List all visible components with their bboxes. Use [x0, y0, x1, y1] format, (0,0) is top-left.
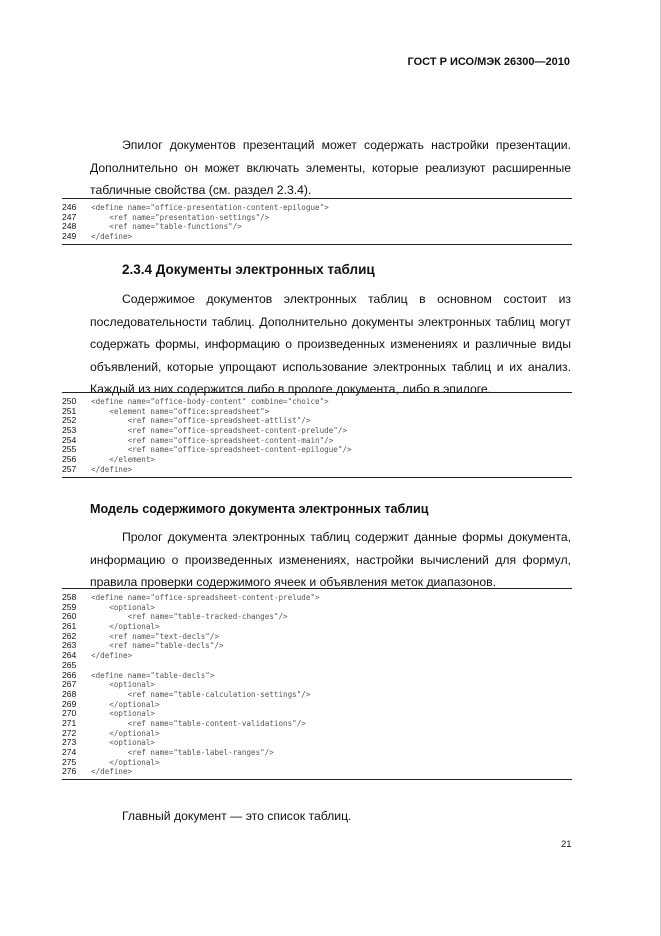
line-number: 263	[62, 640, 77, 651]
code-text: <optional>	[91, 709, 156, 719]
code-line	[62, 661, 572, 671]
code-text: <element name="office:spreadsheet">	[91, 406, 270, 416]
page-number: 21	[561, 839, 572, 850]
line-number: 264	[62, 650, 77, 661]
code-line	[62, 593, 572, 603]
code-line	[62, 709, 572, 719]
code-text: </define>	[91, 464, 133, 474]
code-block-2	[62, 392, 572, 478]
code-text: </define>	[91, 232, 133, 242]
line-number: 275	[62, 756, 77, 767]
line-number: 276	[62, 766, 77, 777]
line-number: 262	[62, 630, 77, 641]
line-number: 266	[62, 669, 77, 680]
code-line	[62, 651, 572, 661]
line-number: 271	[62, 717, 77, 728]
code-line	[62, 465, 572, 475]
paragraph-spreadsheets	[90, 288, 571, 401]
code-text: <ref name="table-functions"/>	[91, 222, 242, 232]
line-number: 265	[62, 659, 77, 670]
code-text: <optional>	[91, 602, 156, 612]
standard-header: ГОСТ Р ИСО/МЭК 26300—2010	[407, 56, 570, 68]
section-title: 2.3.4 Документы электронных таблиц	[122, 262, 375, 277]
code-text: </define>	[91, 651, 133, 661]
line-number: 248	[62, 221, 77, 232]
code-text: <define name="table-decls">	[91, 670, 215, 680]
code-line	[62, 632, 572, 642]
code-line	[62, 426, 572, 436]
code-line	[62, 748, 572, 758]
code-text: <optional>	[91, 680, 156, 690]
code-text: <ref name="office-spreadsheet-attlist"/>	[91, 416, 311, 426]
code-text: <ref name="text-decls"/>	[91, 631, 220, 641]
code-text: </define>	[91, 767, 133, 777]
line-number: 269	[62, 698, 77, 709]
code-line	[62, 203, 572, 213]
code-line	[62, 455, 572, 465]
code-text: <ref name="table-label-ranges"/>	[91, 748, 274, 757]
code-line	[62, 758, 572, 768]
code-text: <ref name="office-spreadsheet-content-prelude"/>	[91, 426, 348, 436]
paragraph-prelude-text: Пролог документа электронных таблиц содержит данные формы документа, информацию о произведенных изменениях, настройки вычислений для формул, правила проверки содержимого ячеек и объявления меток диапазонов.	[90, 530, 571, 590]
line-number: 261	[62, 621, 77, 632]
code-line	[62, 213, 572, 223]
subsection-title: Модель содержимого документа электронных таблиц	[90, 502, 429, 516]
code-line	[62, 680, 572, 690]
code-line	[62, 719, 572, 729]
code-text: <ref name="table-calculation-settings"/>	[91, 689, 311, 699]
code-text: <ref name="presentation-settings"/>	[91, 212, 270, 222]
code-text: <define name="office-body-content" combine="choice">	[91, 397, 329, 406]
code-line	[62, 603, 572, 613]
code-line	[62, 222, 572, 232]
code-text: <ref name="table-tracked-changes"/>	[91, 612, 288, 622]
code-text: </optional>	[91, 622, 160, 632]
line-number: 250	[62, 396, 77, 406]
paragraph-epilogue	[90, 134, 571, 202]
line-number: 255	[62, 444, 77, 455]
code-text: <define name="office-spreadsheet-content-prelude">	[91, 593, 320, 602]
line-number: 272	[62, 727, 77, 738]
paragraph-epilogue-text: Эпилог документов презентаций может содержать настройки презентации. Дополнительно он может включать элементы, которые реализуют расширенные табличные свойства (см. раздел 2.3.4).	[90, 138, 571, 198]
line-number: 259	[62, 601, 77, 612]
line-number: 252	[62, 415, 77, 426]
line-number: 270	[62, 708, 77, 719]
line-number: 256	[62, 454, 77, 465]
code-block-3	[62, 588, 572, 780]
line-number: 268	[62, 688, 77, 699]
code-text: <define name="office-presentation-content-epilogue">	[91, 203, 329, 212]
line-number: 260	[62, 611, 77, 622]
code-line	[62, 641, 572, 651]
line-number: 251	[62, 405, 77, 416]
code-line	[62, 416, 572, 426]
line-number: 253	[62, 425, 77, 436]
code-text: <optional>	[91, 738, 156, 748]
line-number: 273	[62, 737, 77, 748]
code-text: </optional>	[91, 728, 160, 738]
line-number: 267	[62, 679, 77, 690]
line-number: 249	[62, 231, 77, 242]
code-line	[62, 407, 572, 417]
code-line	[62, 445, 572, 455]
line-number: 254	[62, 434, 77, 445]
paragraph-spreadsheets-text: Содержимое документов электронных таблиц в основном состоит из последовательности таблиц. Дополнительно документы электронных таблиц могут содержать формы, информацию о произведенных изменениях и различные виды объявлений, которые упрощают использование электронных таблиц и их анализ. Каждый из них содержится либо в прологе документа, либо в эпилоге.	[90, 292, 571, 397]
code-text: </element>	[91, 455, 156, 465]
line-number: 246	[62, 202, 77, 212]
code-line	[62, 436, 572, 446]
line-number: 257	[62, 463, 77, 474]
code-line	[62, 738, 572, 748]
code-line	[62, 700, 572, 710]
code-line	[62, 397, 572, 407]
code-line	[62, 767, 572, 777]
code-text: </optional>	[91, 757, 160, 767]
code-line	[62, 612, 572, 622]
code-block-1	[62, 198, 572, 245]
line-number: 247	[62, 211, 77, 222]
code-line	[62, 671, 572, 681]
paragraph-main-document	[90, 805, 571, 828]
code-text: </optional>	[91, 699, 160, 709]
code-line	[62, 690, 572, 700]
code-text: <ref name="office-spreadsheet-content-main"/>	[91, 435, 334, 445]
line-number: 274	[62, 747, 77, 757]
line-number: 258	[62, 592, 77, 602]
code-text: <ref name="table-decls"/>	[91, 641, 224, 651]
paragraph-prelude	[90, 526, 571, 594]
code-line	[62, 729, 572, 739]
code-line	[62, 622, 572, 632]
code-text: <ref name="office-spreadsheet-content-epilogue"/>	[91, 445, 352, 455]
code-text: <ref name="table-content-validations"/>	[91, 718, 306, 728]
code-line	[62, 232, 572, 242]
paragraph-main-document-text: Главный документ — это список таблиц.	[122, 809, 352, 823]
